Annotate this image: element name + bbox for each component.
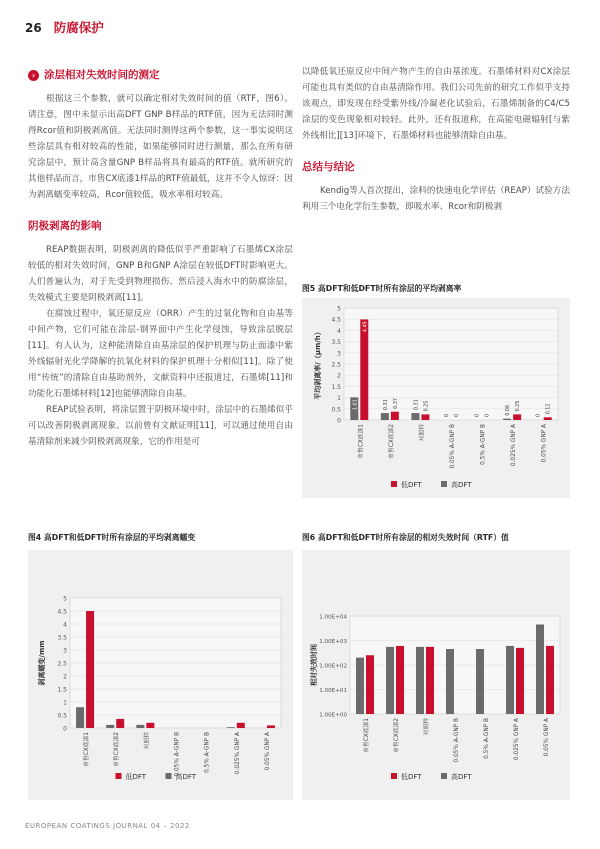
footer: EUROPEAN COATINGS JOURNAL 04 – 2022 <box>25 822 190 830</box>
legend-label-high: 高DFT <box>451 481 472 489</box>
paragraph: REAP试验表明，将涂层置于阴极环境中时，涂层中的石墨烯似乎可以改善阴极剥离现象。以前曾有文献证明[11]，可以通过使用自由基清除剂来减少阴极剥离现象，它的作用是可 <box>28 405 293 447</box>
x-tick-label: 对照样 <box>144 732 151 750</box>
legend-label-high: 高DFT <box>175 773 197 781</box>
heading-summary <box>302 159 570 175</box>
data-label: 0 <box>536 413 542 417</box>
chevron-right-icon: › <box>28 70 39 81</box>
x-tick-label: 0.025% GNP A <box>514 718 520 761</box>
legend-swatch-low <box>391 481 397 487</box>
page-header <box>25 18 104 36</box>
y-tick-label: 2 <box>337 372 341 380</box>
legend-swatch-low <box>116 773 122 779</box>
x-tick-label: 市售CX底漆1 <box>358 424 365 459</box>
bar-low-dft <box>366 655 374 714</box>
bar-high-dft <box>506 646 514 714</box>
y-tick-label: 3.5 <box>57 634 67 642</box>
legend-swatch-high <box>441 773 447 779</box>
paragraph: 在腐蚀过程中，氧还原反应（ORR）产生的过氧化物和自由基等中间产物，它们可能在涂层-钢界面中产生化学侵蚀，导致涂层脱层[11]。有人认为，这种能清除自由基涂层的保护机理与防止面漆中紫外线辐射光化学降解的抗氧化材料的保护机理十分相似[11]。除了使用“传统”的清除自由基助剂外，文献资料中还报道过，石墨烯[11]和功能化石墨烯材料[12]也能够清除自由基。 <box>28 309 293 399</box>
y-tick-label: 4 <box>63 621 67 629</box>
bar-high-dft <box>386 647 394 714</box>
y-tick-label: 1.5 <box>331 383 341 391</box>
y-tick-label: 3.5 <box>331 339 341 347</box>
data-label: 0 <box>475 413 481 417</box>
y-tick-label: 4.5 <box>57 608 67 616</box>
bar-high-dft <box>411 413 419 420</box>
bar-low-dft <box>116 719 124 728</box>
heading-rtf-text: 涂层相对失效时间的测定 <box>44 69 160 81</box>
y-tick-label: 5 <box>63 595 67 603</box>
y-tick-label: 0.5 <box>57 712 67 720</box>
bar-low-dft <box>391 412 399 420</box>
legend-swatch-high <box>166 773 172 779</box>
bar-low-dft <box>237 723 245 728</box>
bar-high-dft <box>136 725 144 728</box>
y-axis-label: 相对失效时间 <box>310 644 318 686</box>
page-number: 26 <box>25 21 42 35</box>
legend-swatch-high <box>441 481 447 487</box>
bar-high-dft <box>106 725 114 728</box>
bar-low-dft <box>516 648 524 714</box>
y-tick-label: 3 <box>337 350 341 358</box>
heading-summary-text: 总结与结论 <box>302 161 355 173</box>
heading-disbondment-text: 阴极剥离的影响 <box>28 220 102 232</box>
bar-high-dft <box>76 707 84 728</box>
y-tick-label: 0.5 <box>331 406 341 414</box>
paragraph: REAP数据表明，阴极剥离的降低似乎严重影响了石墨烯CX涂层较低的相对失效时间，GNP B和GNP A涂层在较低DFT时影响更大。人们普遍认为，对于先受到物理损伤、然后浸入海水中的防腐涂层，失效模式主要是阴极剥离[11]。 <box>28 245 293 303</box>
y-tick-label: 1.00E+00 <box>319 712 347 719</box>
y-tick-label: 0 <box>63 725 67 733</box>
y-axis-label: 平均剥离率/（μm/h） <box>314 328 322 400</box>
data-label: 0.06 <box>506 404 512 416</box>
bar-high-dft <box>416 647 424 714</box>
x-tick-label: 市售CX底漆2 <box>114 732 121 767</box>
x-tick-label: 0.05% A-GNP B <box>450 424 456 469</box>
y-tick-label: 1.00E+03 <box>319 639 347 645</box>
data-label: 0.12 <box>546 403 552 415</box>
fig6-caption: 图6 高DFT和低DFT时所有涂层的相对失效时间（RTF）值 <box>302 533 509 542</box>
legend-label-low: 低DFT <box>401 773 422 781</box>
x-tick-label: 0.5% A-GNP B <box>480 424 487 465</box>
y-tick-label: 2.5 <box>57 660 67 668</box>
y-tick-label: 4 <box>337 327 341 335</box>
data-label: 1.01 <box>353 399 359 411</box>
data-label: 4.49 <box>363 321 369 333</box>
fig6-chart <box>302 550 570 800</box>
bar-low-dft <box>546 646 554 714</box>
y-tick-label: 1 <box>337 395 341 403</box>
x-tick-label: 0.05% GNP A <box>544 718 550 757</box>
x-tick-label: 0.05% A-GNP B <box>174 732 181 777</box>
y-tick-label: 1.5 <box>57 686 67 694</box>
right-column <box>302 64 570 215</box>
x-tick-label: 市售CX底漆2 <box>394 718 400 753</box>
bar-low-dft <box>426 647 434 714</box>
heading-disbondment <box>28 218 293 234</box>
x-tick-label: 市售CX底漆1 <box>364 718 370 753</box>
x-tick-label: 0.5% A-GNP B <box>484 718 490 759</box>
y-tick-label: 2.5 <box>331 361 341 369</box>
x-tick-label: 0.05% A-GNP B <box>454 718 460 763</box>
x-tick-label: 0.025% GNP A <box>511 424 518 467</box>
x-tick-label: 0.05% GNP A <box>264 732 271 771</box>
x-tick-label: 市售CX底漆1 <box>84 732 91 767</box>
data-label: 0.31 <box>414 399 420 411</box>
bar-high-dft <box>227 727 235 728</box>
bar-high-dft <box>356 658 364 714</box>
bar-low-dft <box>146 723 154 728</box>
fig4-caption: 图4 高DFT和低DFT时所有涂层的平均剥离蠕变 <box>28 533 196 542</box>
heading-rtf <box>28 67 293 83</box>
data-label: 0.25 <box>516 400 522 412</box>
x-tick-label: 0.05% GNP A <box>541 424 548 463</box>
legend-label-low: 低DFT <box>125 773 147 781</box>
x-tick-label: 对照样 <box>419 424 426 442</box>
y-axis-label: 剥离蠕变/mm <box>38 640 46 686</box>
data-label: 0.37 <box>393 398 399 409</box>
bar-low-dft <box>421 414 429 420</box>
data-label: 0 <box>485 413 491 417</box>
data-label: 0.25 <box>424 400 430 412</box>
x-tick-label: 0.025% GNP A <box>234 732 241 775</box>
paragraph: 以降低氧还原反应中间产物产生的自由基浓度。石墨烯材料对CX涂层可能也具有类似的自由基清除作用。我们公司先前的研究工作似乎支持该观点，即发现在经受紫外线/冷凝老化试验后，石墨烯制备的C4/C5涂层的变色现象相对较轻。此外，还有报道称，在高能电磁辐射[与紫外线相比][13]环境下，石墨烯材料也能够清除自由基。 <box>302 67 570 141</box>
y-tick-label: 5 <box>337 305 341 313</box>
fig5-svg <box>302 298 570 498</box>
bar-low-dft <box>86 611 94 728</box>
y-tick-label: 0 <box>337 417 341 425</box>
y-tick-label: 3 <box>63 647 67 655</box>
y-tick-label: 4.5 <box>331 316 341 324</box>
fig6-svg <box>302 550 570 800</box>
legend-swatch-low <box>391 773 397 779</box>
fig5-caption: 图5 高DFT和低DFT时所有涂层的平均剥离率 <box>302 284 462 293</box>
left-column <box>28 64 293 450</box>
x-tick-label: 市售CX底漆2 <box>388 424 395 459</box>
bar-high-dft <box>476 649 484 714</box>
fig4-chart <box>28 550 293 800</box>
y-tick-label: 1.00E+04 <box>319 614 347 621</box>
bar-low-dft <box>513 414 521 420</box>
y-tick-label: 1 <box>63 699 67 707</box>
bar-high-dft <box>503 419 511 420</box>
legend-label-high: 高DFT <box>451 773 472 781</box>
bar-low-dft <box>267 725 275 728</box>
bar-high-dft <box>381 413 389 420</box>
fig5-chart <box>302 298 570 498</box>
fig4-svg <box>28 550 293 800</box>
data-label: 0 <box>455 413 460 417</box>
section-title: 防腐保护 <box>53 20 104 35</box>
x-tick-label: 0.5% A-GNP B <box>204 732 211 773</box>
bar-low-dft <box>544 417 552 420</box>
bar-low-dft <box>360 319 368 420</box>
data-label: 0.31 <box>383 399 389 411</box>
bar-high-dft <box>536 624 544 714</box>
bar-low-dft <box>396 646 404 714</box>
x-tick-label: 对照样 <box>424 718 430 736</box>
legend-label-low: 低DFT <box>401 481 422 489</box>
y-tick-label: 2 <box>63 673 67 681</box>
paragraph: 根据这三个参数，就可以确定相对失效时间的值（RTF，图6）。请注意，图中未显示出高DFT GNP B样品的RTF值，因为无法同时测得Rcor值和阴极剥离值。无法同时测得这两个参数，这一事实说明这些涂层具有相对较高的性能，如果能够同时进行测量，那么在所有研究涂层中，预计高含量GNP B样品将具有最高的RTF值。就所研究的其他样品而言，市售CX底漆1样品的RTF值最低，这并不令人惊讶：因为剥离蠕变率较高，Rcor值较低，吸水率相对较高。 <box>28 94 293 200</box>
bar-high-dft <box>446 649 454 714</box>
y-tick-label: 1.00E+02 <box>319 663 347 670</box>
y-tick-label: 1.00E+01 <box>319 688 347 694</box>
paragraph: Kendig等人首次提出，涂料的快速电化学评估（REAP）试验方法利用三个电化学衍生参数，即吸水率、Rcor和阴极剥 <box>302 186 570 212</box>
data-label: 0 <box>445 413 450 417</box>
